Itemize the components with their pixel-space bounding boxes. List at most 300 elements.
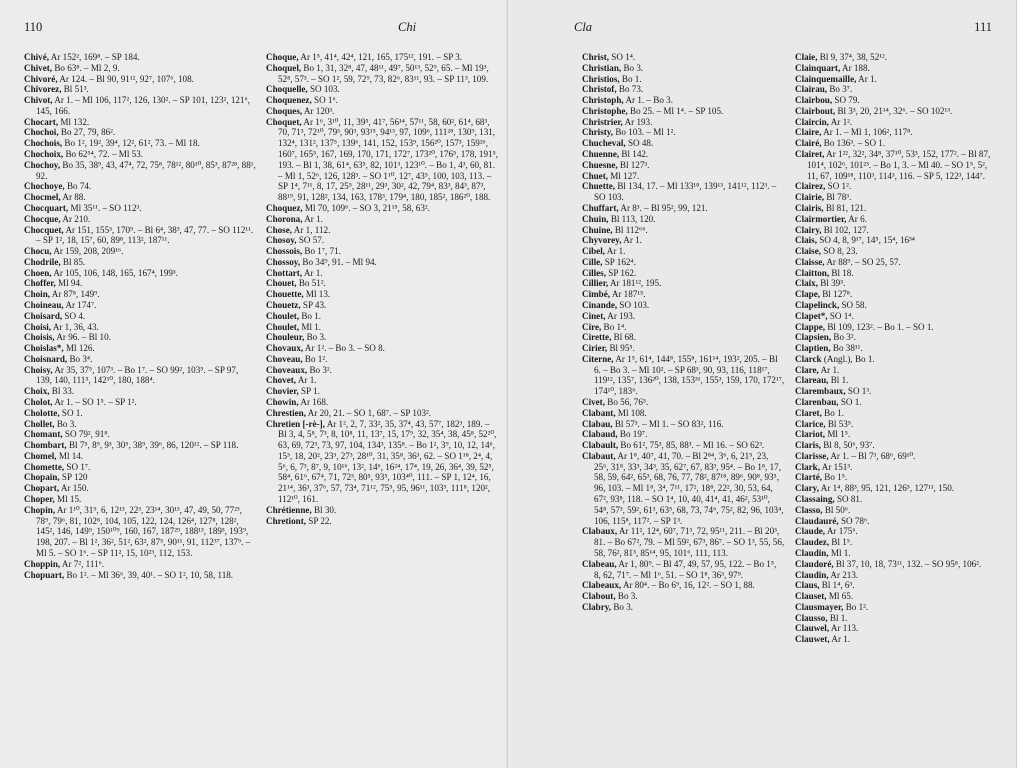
index-entry [266,516,498,527]
entry-references: Bl 37, 10, 18, 73¹¹, 132. – SO 95⁸, 106². [833,558,982,569]
index-entry [24,84,256,95]
entry-surname: Classo, [795,504,823,515]
index-entry [582,322,785,333]
entry-references: SO 8, 23. [821,246,858,257]
entry-references: Ml 35¹¹. – SO 112³. [68,202,142,213]
entry-surname: Christoph, [582,95,624,106]
entry-references: Ml 14. [56,450,84,461]
entry-surname: Claudin, [795,569,829,580]
index-entry [266,52,498,63]
index-entry [266,246,498,257]
index-entry [24,300,256,311]
entry-surname: Claret, [795,407,822,418]
entry-references: Bl 30. [311,504,337,515]
index-entry [795,516,998,527]
index-entry [582,408,785,419]
entry-surname: Classaing, [795,494,835,505]
entry-references: Ar 1⁸, 40⁷, 41, 70. – Bl 2⁸⁴, 3⁶, 6, 21⁵, 23, 25⁶, 31⁸, 33³, 34³, 35, 62⁷, 67, 83³, 95⁴. – Bo 1⁸, 17, 58, 59, 64², 65³, 68, 76, 77, 78², 87¹⁸, 89⁶, 90⁸, 93⁵, 96, 103. – Ml 1⁸, 3⁴, 7¹¹, 17², 18⁸, 22², 30, 53, 64, 67², 93⁸, 118. – SO 1⁴, 10, 40, 41⁴, 41, 46², 53¹⁰, 54⁸, 57³, 59², 61³, 63⁵, 68, 73, 74⁶, 75², 82, 96, 103⁴, 106, 115⁸, 117². – SP 1³. [594,450,784,526]
index-entry [24,311,256,322]
index-entry [24,74,256,85]
entry-surname: Chouette, [266,289,304,300]
entry-surname: Claudoré, [795,558,834,569]
entry-surname: Chodrile, [24,256,61,267]
index-entry [582,117,785,128]
entry-references: Bo 3². [831,332,856,343]
entry-references: Bl 109, 123². – Bo 1. – SO 1. [825,321,934,332]
entry-surname: Choisis, [24,332,55,343]
entry-surname: Chose, [266,224,293,235]
entry-references: SO 48. [625,138,654,149]
entry-references: SP 1. [298,386,320,397]
entry-references: Bo 74. [64,181,92,192]
index-entry [24,289,256,300]
entry-references: Bo 19⁷. [617,429,648,440]
entry-surname: Chollet, [24,418,55,429]
entry-surname: Choques, [266,105,303,116]
entry-surname: Chrétienne, [266,504,312,515]
entry-references: Ar 181¹², 195. [608,278,662,289]
entry-references: Ar 120³. [302,105,335,116]
index-entry [266,408,498,419]
entry-surname: Cholotte, [24,407,60,418]
index-entry [24,440,256,451]
entry-surname: Chopuart, [24,569,65,580]
entry-surname: Chottart, [266,267,303,278]
index-entry [795,537,998,548]
index-entry [24,181,256,192]
index-entry [266,225,498,236]
index-entry [24,462,256,473]
entry-references: Bo 3⁴. [67,353,93,364]
entry-references: SP 162⁴. [602,256,636,267]
index-entry [795,149,998,181]
entry-surname: Cille, [582,256,603,267]
entry-surname: Chovier, [266,386,299,397]
entry-references: Ar 1⁴, 88³, 95, 121, 126⁵, 127¹¹, 150. [819,483,955,494]
entry-surname: Clais, [795,235,817,246]
entry-references: Bo 1. [619,73,642,84]
index-columns [24,52,498,580]
entry-references: SO 58. [839,299,867,310]
index-entry [24,332,256,343]
entry-surname: Chucheval, [582,138,626,149]
entry-references: Bl 57³. – Ml 1. – SO 83², 116. [612,418,724,429]
entry-references: Bo 56, 76⁵. [604,397,649,407]
index-entry [266,332,498,343]
index-entry [582,580,785,591]
entry-surname: Chovet, [266,375,297,386]
index-entry [582,526,785,558]
entry-surname: Cilles, [582,267,606,278]
entry-surname: Chocart, [24,116,59,127]
entry-surname: Clarisse, [795,450,829,461]
entry-surname: Claix, [795,278,818,289]
left-page [0,0,508,768]
index-column [582,52,785,645]
index-entry [24,63,256,74]
entry-references: Ar 1. – Bl 7³, 68⁶, 69¹⁰. [828,450,916,461]
entry-references: Ml 1. [828,547,851,558]
entry-references: Bo 1⁷, 71. [302,246,341,257]
entry-references: Ar 1. [829,634,851,645]
entry-surname: Choulet, [266,321,300,332]
entry-surname: Cirier, [582,343,608,354]
index-entry [24,494,256,505]
entry-references: Bl 81, 121. [823,202,867,213]
entry-surname: Chivorez, [24,84,62,95]
entry-surname: Clairez, [795,181,826,192]
entry-surname: Citerne, [582,353,614,364]
entry-surname: Clapsien, [795,332,832,343]
entry-references: Bo 27, 79, 86². [58,127,116,138]
index-entry [266,289,498,300]
entry-surname: Chopain, [24,472,60,483]
index-entry [582,74,785,85]
entry-references: Ar 6. [846,213,867,224]
entry-references: Ml 15. [54,494,82,505]
entry-references: Bo 1², 19², 39⁴, 12², 61², 73. – Ml 18. [62,138,200,149]
entry-references: Ml 70, 109⁶. – SO 3, 21¹⁵, 58, 63². [302,202,430,213]
index-entry [24,203,256,214]
entry-surname: Christof, [582,84,617,95]
entry-references: Ar 1². [828,116,853,127]
running-head: Chi [398,20,417,34]
entry-surname: Chuine, [582,224,613,235]
index-entry [582,440,785,451]
index-entry [266,354,498,365]
entry-surname: Chouetz, [266,299,301,310]
page-header [24,20,498,42]
entry-surname: Chocquet, [24,224,64,235]
entry-references: SO 81. [834,494,863,505]
entry-surname: Clausso, [795,612,828,623]
entry-references: Ar 113. [829,623,859,634]
entry-references: Ml 1⁵. [825,429,851,440]
entry-surname: Chivoré, [24,73,58,84]
index-entry [582,451,785,526]
index-entry [266,505,498,516]
index-entry [795,429,998,440]
entry-references: Ar 124. – Bl 90, 91¹², 92⁷, 107⁶, 108. [57,73,194,84]
entry-references: Bo 103. – Ml 1². [613,127,676,138]
entry-surname: Choppin, [24,558,61,569]
entry-references: SP 43. [300,299,327,310]
index-entry [795,602,998,613]
entry-references: SO 1. [59,407,83,418]
index-entry [795,311,998,322]
index-entry [24,429,256,440]
entry-surname: Chivé, [24,52,50,62]
index-entry [795,84,998,95]
index-entry [795,192,998,203]
entry-references: Bo 63⁸. – Ml 2, 9. [52,62,120,73]
entry-references: Bo 3. [615,591,638,602]
entry-surname: Chocque, [24,213,61,224]
entry-surname: Chouleur, [266,332,305,343]
entry-references: Ar 1. [296,375,317,386]
entry-surname: Christy, [582,127,614,138]
entry-references: Ml 108. [615,407,647,418]
index-entry [795,203,998,214]
index-entry [582,354,785,397]
entry-references: Bo 51². [296,278,326,289]
entry-surname: Clairmortier, [795,213,847,224]
entry-surname: Clare, [795,364,819,375]
index-entry [582,84,785,95]
index-entry [582,149,785,160]
entry-surname: Clarice, [795,418,826,429]
entry-references: Ar 1. [621,235,642,246]
entry-references: Ar 20, 21. – SO 1, 68⁷. – SP 103². [306,407,432,418]
entry-surname: Cinande, [582,299,618,310]
index-entry [795,289,998,300]
index-entry [24,505,256,559]
index-entry [795,451,998,462]
index-entry [795,419,998,430]
entry-references: Bl 142. [619,149,649,160]
index-entry [582,602,785,613]
entry-references: Bo 1². [843,601,869,612]
index-entry [582,235,785,246]
entry-references: Bo 136³. – SO 1. [821,138,886,149]
index-entry [582,171,785,182]
entry-references: Ar 1¹⁰, 31⁹, 6, 12¹³, 22³, 23¹⁴, 30¹³, 47, 49, 50, 77²³, 78⁹, 79⁶, 81, 102⁸, 104, 105, 122, 124, 126⁴, 127⁸, 128², 145², 146, 149⁹, 150¹⁰⁹, 160, 167, 187²⁹, 188¹³, 189³, 193⁹, 198, 207. – Bl 1², 36², 51², 63², 87⁵, 90¹¹, 91, 112³⁷, 137⁹. – Ml 5. – SO 1⁶. – SP 11², 15, 10²³, 112, 153. [36,504,251,558]
entry-surname: Clairie, [795,192,825,203]
index-entry [24,225,256,247]
entry-references: Bo 1. [299,310,322,321]
entry-references: Ar 88⁹. – SO 25, 57. [824,256,901,267]
index-entry [24,354,256,365]
entry-references: Ml 132. [58,116,90,127]
entry-references: Bl 51³. [61,84,89,95]
entry-surname: Cirette, [582,332,612,343]
index-entry [795,300,998,311]
entry-surname: Clairis, [795,202,824,213]
index-entry [795,559,998,570]
entry-surname: Choen, [24,267,52,278]
page-header [574,20,998,42]
page-number: 110 [24,20,43,34]
entry-surname: Choineau, [24,299,64,310]
entry-references: Bl 53⁵. [825,418,854,429]
entry-surname: Choquel, [266,62,302,73]
entry-surname: Choveaux, [266,364,308,375]
entry-references: SO 1⁶. [311,95,338,106]
entry-surname: Claire, [795,127,822,138]
index-entry [582,225,785,236]
entry-references: Bl 3³, 20, 21¹⁴, 32⁶. – SO 102¹³. [835,105,953,116]
entry-references: Bo 1². [302,353,328,364]
index-entry [795,235,998,246]
entry-surname: Clark, [795,461,821,472]
index-entry [795,332,998,343]
index-entry [24,397,256,408]
index-entry [795,462,998,473]
entry-surname: Chowin, [266,397,299,407]
index-entry [795,117,998,128]
entry-references: (Angl.), Bo 1. [821,353,875,364]
index-entry [24,483,256,494]
index-entry [795,548,998,559]
entry-surname: Chretiont, [266,515,306,526]
index-entry [266,84,498,95]
index-entry [24,472,256,483]
entry-surname: Clairet, [795,149,825,160]
entry-references: SO 1². [825,181,852,192]
entry-references: Bl 127⁸. [820,289,853,300]
entry-surname: Claircin, [795,116,829,127]
entry-references: Ar 87⁸, 149⁹. [50,289,100,300]
entry-references: Bl 33. [49,386,75,397]
entry-surname: Clabault, [582,440,619,451]
entry-surname: Clairbou, [795,95,833,106]
entry-references: Ar 1², 2, 7, 33², 35, 37⁴, 43, 57⁷, 182³, 189. – Bl 3, 4, 5⁸, 7³, 8, 10⁸, 11, 13⁷, 15, 17⁹, 32, 35⁴, 38, 45⁸, 52²⁰, 63, 69, 72³, 73, 97, 104, 134³, 135⁸. – Bo 1², 3⁹, 10, 12, 14⁶, 15³, 18, 20², 23³, 27³, 28¹⁰, 31, 35⁸, 36³, 62. – SO 1¹⁸, 2⁴, 4, 5⁶, 6, 7³, 8⁷, 9, 10¹⁶, 13², 14⁶, 16²⁴, 17⁴, 19, 26, 36⁴, 39, 52⁵, 58⁴, 61⁶, 67⁴, 71, 72³, 80⁵, 93⁵, 103⁴⁰, 111. – SP 1, 12⁴, 16, 21¹⁴, 36³, 37⁶, 57, 73⁴, 71¹², 75⁵, 95, 96¹¹, 103³, 111⁸, 120², 112¹⁰, 161. [278,418,497,505]
entry-surname: Chopin, [24,504,56,515]
entry-references: Ar 1. – Ml 106, 117², 126, 130². – SP 101, 123², 121⁶, 145, 166. [36,95,250,116]
entry-surname: Chochois, [24,138,63,149]
index-entry [266,365,498,376]
entry-surname: Claudauré, [795,515,839,526]
entry-references: Ar 1. [302,213,323,224]
index-entry [582,429,785,440]
index-entry [266,95,498,106]
entry-references: Ar 1²², 32², 34⁸, 37¹⁰, 53³, 152, 177². – Bl 87, 101⁴, 102⁶, 101²³. – Bo 1, 3. – Ml 40. – SO 1⁵, 5², 11, 67, 109¹⁸, 110³, 114³, 116. – SP 5, 122³, 144⁷. [807,149,991,181]
entry-references: Bo 38¹¹. [830,343,863,354]
entry-surname: Clabant, [582,407,616,418]
index-entry [795,570,998,581]
entry-references: Ar 175⁶. [825,526,858,537]
entry-references: Ar 193. [622,116,653,127]
index-entry [582,343,785,354]
index-entry [582,268,785,279]
index-entry [266,117,498,203]
entry-references: Bl 1⁵. [829,537,853,548]
entry-surname: Christrier, [582,116,623,127]
entry-references: Bo 3. [621,62,644,73]
right-page [508,0,1016,768]
entry-surname: Chocquart, [24,202,69,213]
index-entry [24,149,256,160]
index-entry [24,246,256,257]
index-entry [582,214,785,225]
entry-surname: Clabry, [582,601,612,612]
index-entry [795,181,998,192]
entry-references: Ar 188. [840,62,870,73]
index-entry [24,419,256,430]
entry-surname: Cillier, [582,278,609,289]
entry-surname: Clarenbau, [795,397,839,407]
entry-references: Bo 1⁵. [822,472,848,483]
index-entry [582,95,785,106]
index-entry [795,63,998,74]
index-entry [24,278,256,289]
entry-surname: Chuenne, [582,149,620,160]
index-entry [582,106,785,117]
entry-surname: Clauwet, [795,634,830,645]
entry-surname: Clairé, [795,138,822,149]
entry-references: Bo 1². – Ml 36⁶, 39, 40¹. – SO 1², 10, 58, 118. [64,569,234,580]
entry-surname: Clabaux, [582,526,618,537]
index-entry [795,214,998,225]
entry-surname: Choquez, [266,202,303,213]
running-head: Cla [574,20,593,34]
index-entry [24,52,256,63]
entry-surname: Clairy, [795,224,822,235]
entry-references: Bo 25. – Ml 1⁴. – SP 105. [627,105,724,116]
entry-surname: Chuffart, [582,202,619,213]
entry-references: Bl 39³. [818,278,846,289]
entry-surname: Choquelle, [266,84,308,95]
entry-surname: Chrestien, [266,407,306,418]
entry-surname: Clairbout, [795,105,836,116]
entry-references: Ml 126. [63,343,95,354]
entry-references: Bl 112⁶⁶. [612,224,648,235]
index-entry [795,257,998,268]
entry-surname: Cinet, [582,310,606,321]
index-entry [795,268,998,279]
entry-surname: Choisy, [24,364,53,375]
entry-references: Ar 1. [856,73,877,84]
entry-references: Ar 151³. [820,461,853,472]
entry-surname: Christophe, [582,105,628,116]
index-entry [582,278,785,289]
entry-surname: Choin, [24,289,51,300]
entry-surname: Choisard, [24,310,63,321]
entry-references: Ar 96. – Bl 10. [54,332,111,343]
index-entry [582,591,785,602]
entry-surname: Clape, [795,289,821,300]
index-entry [24,386,256,397]
index-entry [795,591,998,602]
index-entry [266,257,498,268]
index-entry [795,246,998,257]
index-entry [795,526,998,537]
entry-references: SO 57. [296,235,325,246]
index-columns [582,52,998,645]
entry-surname: Chouet, [266,278,297,289]
entry-surname: Choque, [266,52,299,62]
entry-references: Bl 7⁵, 8⁹, 9³, 30⁵, 38⁹, 39⁶, 86, 120¹². – SP 118. [66,440,239,451]
index-entry [795,365,998,376]
entry-references: Bl 78³. [824,192,852,203]
entry-surname: Choquenez, [266,95,312,106]
index-entry [266,322,498,333]
index-entry [266,268,498,279]
entry-references: Ml 65. [826,591,854,602]
entry-references: Ar 1⁶, 3¹⁰, 11, 39⁵, 41⁷, 56¹⁴, 57¹¹, 58, 60², 61⁴, 68³, 70, 71³, 72¹⁰, 79³, 90³, 93¹⁵, 94¹³, 97, 109⁶, 111²⁸, 130⁹, 131, 132⁴, 131², 137⁵, 139⁶, 141, 152, 153⁹, 156²⁰, 157³, 159²⁶, 160⁷, 165⁵, 167, 169, 170, 171, 172⁷, 173²⁰, 176⁵, 178, 191⁵, 193. – Bl 1, 38, 61⁴, 63⁵, 82, 101³, 123¹⁰. – Bo 1, 4³, 60, 81. – Ml 1, 52⁶, 126, 128³. – SO 1¹⁰, 12⁷, 43⁵, 100, 103, 113. – SP 1⁴, 7¹¹, 8, 17, 25⁵, 28¹¹, 29³, 30², 42, 79⁴, 83³, 84³, 87³, 88¹⁹, 91, 128², 134, 163, 178³, 179⁴, 180, 185², 186²⁰, 188. [278,116,499,203]
entry-references: SO 79², 91⁸. [62,429,110,440]
index-entry [795,74,998,85]
entry-references: Ar 150. [59,483,89,494]
entry-surname: Clapet*, [795,310,828,321]
index-entry [266,397,498,408]
entry-surname: Claise, [795,246,822,257]
entry-references: SP 22. [306,515,332,526]
entry-surname: Clabaut, [582,450,616,461]
entry-references: Bo 62⁵⁴, 72. – Ml 53. [63,149,144,160]
entry-surname: Clausmayer, [795,601,844,612]
entry-references: Bo 3. [304,332,327,343]
entry-surname: Chuet, [582,170,609,181]
entry-references: Ar 1⁵, 61⁴, 144⁸, 155⁸, 161¹⁴, 193², 205. – Bl 6. – Bo 3. – Ml 10². – SP 68³, 90, 93, 116, 118¹⁷, 119¹², 135⁷, 136²⁰, 138, 153³¹, 155³, 159, 170, 172¹⁷, 174¹⁰, 183⁶. [594,353,785,397]
entry-surname: Chorona, [266,213,303,224]
index-entry [795,95,998,106]
entry-surname: Cholot, [24,397,53,407]
entry-surname: Chovaux, [266,343,304,354]
entry-surname: Chivet, [24,62,53,73]
index-entry [582,559,785,581]
entry-surname: Chocu, [24,246,52,257]
